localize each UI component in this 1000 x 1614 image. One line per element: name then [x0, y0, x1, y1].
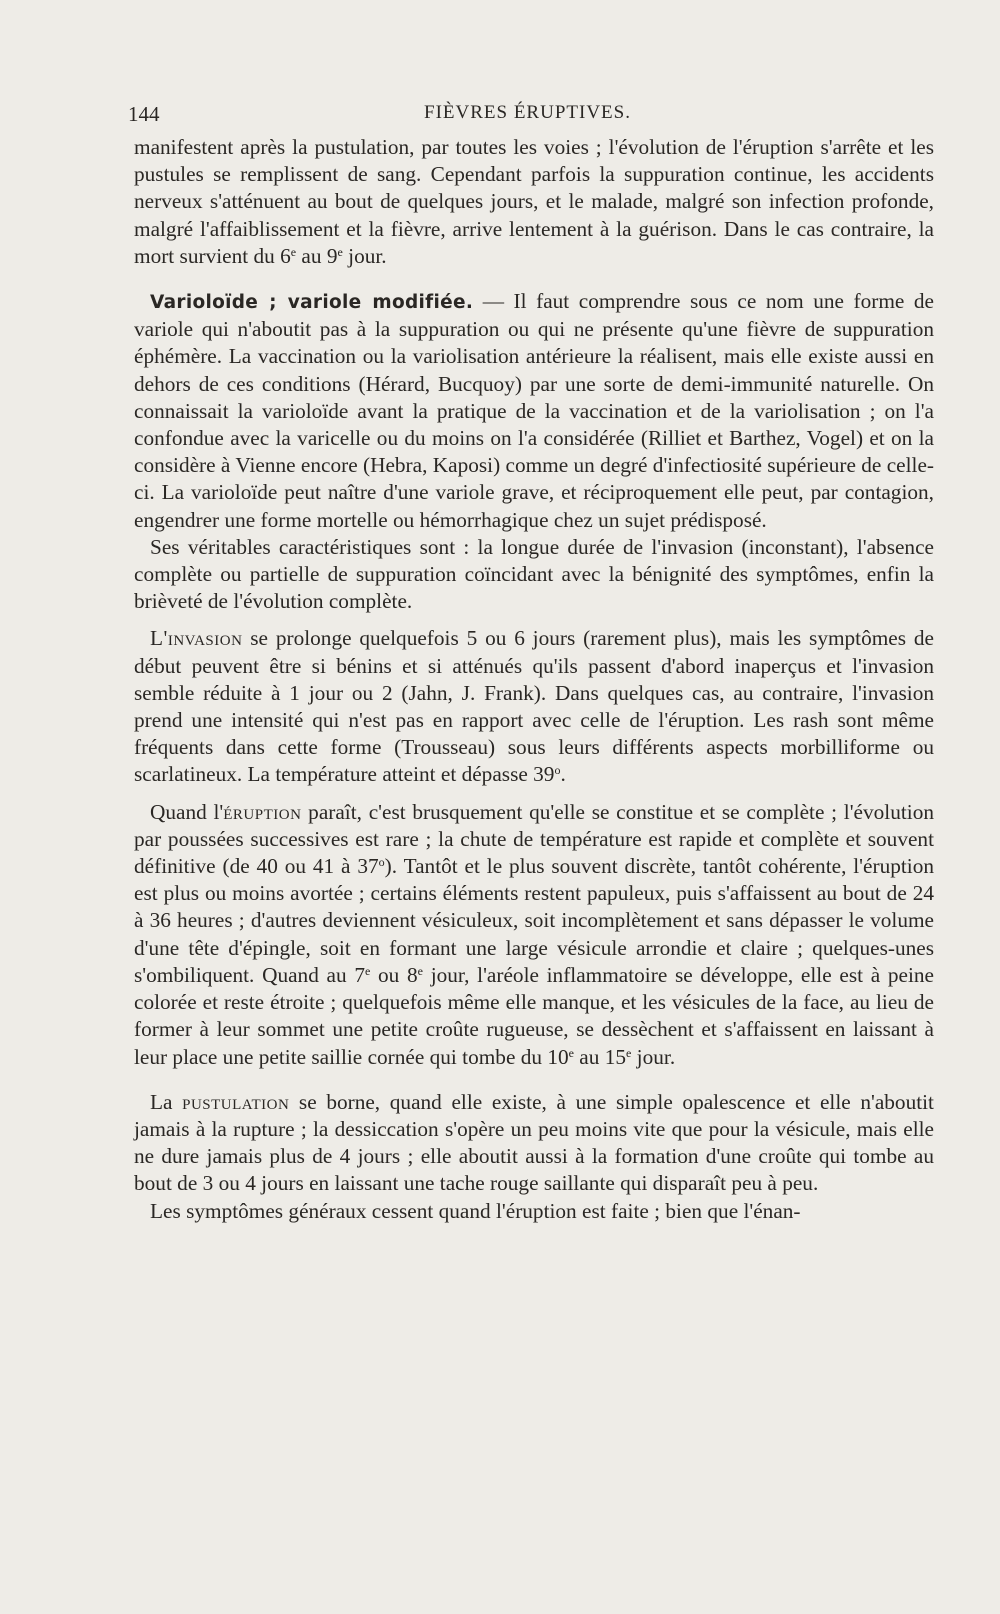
paragraph-1: manifestent après la pustulation, par toutes les voies ; l'évolution de l'éruption s'arrête et les pustules se remplissent de sang. Cependant parfois la suppuration continue, les accidents nerveux s'atténuent au bout de quelques jours, et le malade, malgré son infection profonde, malgré l'affaiblissement et la fièvre, arrive lentement à la guérison. Dans le cas contraire, la mort survient du 6e au 9e jour.: [134, 135, 934, 268]
paragraph-invasion: L'invasion se prolonge quelquefois 5 ou 6 jours (rarement plus), mais les symptômes de début peuvent être si bénins et si atténués qu'ils passent d'abord inaperçus et l'invasion semble réduite à 1 jour ou 2 (Jahn, J. Frank). Dans quelques cas, au contraire, l'invasion prend une intensité qui n'est pas en rapport avec celle de l'éruption. Les rash sont même fréquents dans cette forme (Trousseau) sous leurs différents aspects morbilliforme ou scarlatineux. La température atteint et dépasse 39$^o$.: [134, 626, 934, 787]
paragraph-symptomes: Les symptômes généraux cessent quand l'éruption est faite ; bien que l'énan-: [150, 1198, 801, 1223]
paragraph-pustulation: La pustulation se borne, quand elle existe, à une simple opalescence et elle n'aboutit jamais à la rupture ; la dessiccation s'opère un peu moins vite que pour la vésicule, mais elle ne dure jamais plus de 4 jours ; elle aboutit aussi à la formation d'une croûte qui tombe au bout de 3 ou 4 jours en laissant une tache rouge saillante qui disparaît peu à peu.: [134, 1089, 934, 1196]
running-title: FIÈVRES ÉRUPTIVES.: [424, 102, 631, 123]
section-heading: Varioloïde ; variole modifiée.: [150, 292, 474, 314]
paragraph-eruption: Quand l'éruption paraît, c'est brusquement qu'elle se constitue et se complète ; l'évolution par poussées successives est rare ; la chute de température est rapide et complète et souvent définitive (de 40 ou 41 à 37$^o$). Tantôt et le plus souvent discrète, tantôt cohérente, l'éruption est plus ou moins avortée ; certains éléments restent papuleux, puis s'affaissent au bout de 24 à 36 heures ; d'autres deviennent vésiculeux, soit incomplètement et sans dépasser le volume d'une tête d'épingle, soit en formant une large vésicule arrondie et claire ; quelques-unes s'ombiliquent. Quand au 7e ou 8e jour, l'aréole inflammatoire se développe, elle est à peine colorée et reste étroite ; quelquefois même elle manque, et les vésicules de la face, au lieu de former à leur sommet une petite croûte rugueuse, se dessèchent et s'affaissent en laissant à leur place une petite saillie cornée qui tombe du 10e au 15e jour.: [134, 799, 934, 1069]
page-number: 144: [128, 102, 160, 126]
page-header: [128, 100, 938, 126]
paragraph-caracteristiques: Ses véritables caractéristiques sont : la longue durée de l'invasion (inconstant), l'absence complète ou partielle de suppuration coïncidant avec la bénignité des symptômes, enfin la brièveté de l'évolution complète.: [134, 534, 934, 614]
body-text: [134, 134, 934, 1225]
paragraph-varioloide: Varioloïde ; variole modifiée. — Il faut comprendre sous ce nom une forme de variole qui n'aboutit pas à la suppuration ou qui ne présente qu'une fièvre de suppuration éphémère. La vaccination ou la variolisation antérieure la réalisent, mais elle existe aussi en dehors de ces conditions (Hérard, Bucquoy) par une sorte de demi-immunité naturelle. On connaissait la varioloïde avant la pratique de la vaccination et de la variolisation ; on l'a confondue avec la varicelle ou du moins on l'a considérée (Rilliet et Barthez, Vogel) et on la considère à Vienne encore (Hebra, Kaposi) comme un degré d'infectiosité supérieure de celle-ci. La varioloïde peut naître d'une variole grave, et réciproquement elle peut, par contagion, engendrer une forme mortelle ou hémorrhagique chez un sujet prédisposé.: [134, 289, 934, 532]
